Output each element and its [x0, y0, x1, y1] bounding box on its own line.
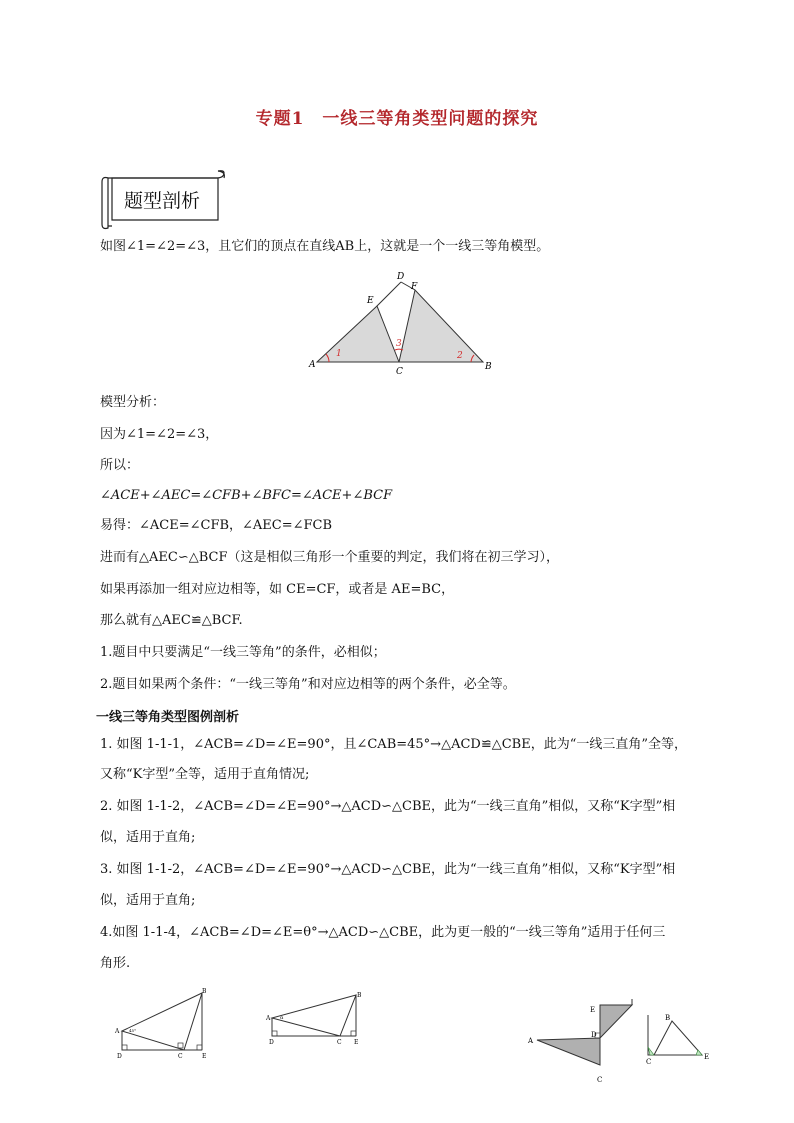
analysis-line-5: 易得：∠ACE=∠CFB，∠AEC=∠FCB: [100, 518, 333, 533]
fig4-label-c: C: [646, 1058, 652, 1066]
fig4-label-e: E: [704, 1053, 710, 1061]
analysis-line-7: 如果再添加一组对应边相等，如 CE=CF，或者是 AE=BC，: [100, 582, 455, 597]
fig1-label-b: B: [202, 988, 207, 995]
label-angle-1: 1: [336, 349, 342, 359]
fig4-label-b: B: [665, 1014, 671, 1022]
fig1-label-e: E: [202, 1053, 207, 1060]
fig3-label-e: E: [590, 1006, 596, 1014]
fig2-label-b: B: [357, 992, 362, 999]
figure-1-1-1: [112, 985, 212, 1060]
figure-1-1-4: [640, 1005, 720, 1070]
fig3-label-c: C: [597, 1076, 603, 1084]
fig2-label-e: E: [354, 1039, 359, 1046]
intro-text: 如图∠1=∠2=∠3，且它们的顶点在直线AB上，这就是一个一线三等角模型。: [100, 239, 550, 254]
line-ed: [377, 282, 401, 306]
fig3-label-a: A: [528, 1037, 534, 1045]
example-3-line-2: 似，适用于直角;: [100, 893, 196, 908]
fig1-label-c: C: [178, 1053, 183, 1060]
fig2-label-a: A: [266, 1015, 271, 1022]
label-d: D: [397, 272, 405, 282]
example-2-line-1: 2. 如图 1-1-2，∠ACB=∠D=∠E=90°→△ACD∽△CBE，此为“一线三直角”相似，又称“K字型”相: [100, 799, 676, 814]
figure-1-1-2: [262, 985, 372, 1060]
example-4-line-1: 4.如图 1-1-4，∠ACB=∠D=∠E=θ°→△ACD∽△CBE，此为更一般的“一线三等角”适用于任何三: [100, 925, 666, 940]
figure-1-1-3: [525, 995, 645, 1090]
label-f: F: [411, 282, 418, 292]
label-angle-3: 3: [396, 339, 402, 349]
analysis-line-3: 所以：: [100, 458, 140, 473]
fig1-label-a: A: [115, 1028, 120, 1035]
examples-heading: 一线三等角类型图例剖析: [96, 710, 240, 725]
analysis-line-1: 模型分析：: [100, 395, 166, 410]
fig2-label-d: D: [269, 1039, 274, 1046]
fig1-angle: 45°: [129, 1028, 137, 1033]
label-angle-2: 2: [457, 351, 463, 361]
fig2-angle: α: [280, 1015, 284, 1021]
example-2-line-2: 似，适用于直角;: [100, 830, 196, 845]
label-b: B: [485, 362, 492, 372]
analysis-line-2: 因为∠1=∠2=∠3，: [100, 427, 219, 442]
example-3-line-1: 3. 如图 1-1-2，∠ACB=∠D=∠E=90°→△ACD∽△CBE，此为“一线三直角”相似，又称“K字型”相: [100, 862, 676, 877]
page-title: 专题1 一线三等角类型问题的探究: [255, 109, 539, 129]
example-4-line-2: 角形.: [100, 956, 131, 971]
analysis-line-8: 那么就有△AEC≌△BCF.: [100, 613, 243, 628]
label-e: E: [367, 296, 374, 306]
fig2-label-c: C: [337, 1039, 342, 1046]
analysis-line-6: 进而有△AEC∽△BCF（这是相似三角形一个重要的判定，我们将在初三学习），: [100, 550, 559, 565]
label-c: C: [396, 367, 403, 377]
analysis-line-4: ∠ACE+∠AEC=∠CFB+∠BFC=∠ACE+∠BCF: [100, 488, 393, 503]
triangle-aec: [317, 306, 399, 362]
example-1-line-2: 又称“K字型”全等，适用于直角情况;: [100, 767, 310, 782]
label-a: A: [309, 360, 316, 370]
main-figure: [305, 270, 500, 378]
analysis-line-9: 1.题目中只要满足“一线三等角”的条件，必相似；: [100, 645, 386, 660]
example-1-line-1: 1. 如图 1-1-1，∠ACB=∠D=∠E=90°，且∠CAB=45°→△ACD≌△CBE，此为“一线三直角”全等，: [100, 737, 687, 752]
fig3-label-d: D: [591, 1031, 597, 1039]
triangle-bcf: [399, 290, 483, 362]
section-label: 题型剖析: [124, 190, 201, 212]
angle-3-mark: [395, 349, 403, 350]
analysis-line-10: 2.题目如果两个条件：“一线三等角”和对应边相等的两个条件，必全等。: [100, 677, 516, 692]
fig1-label-d: D: [117, 1053, 122, 1060]
